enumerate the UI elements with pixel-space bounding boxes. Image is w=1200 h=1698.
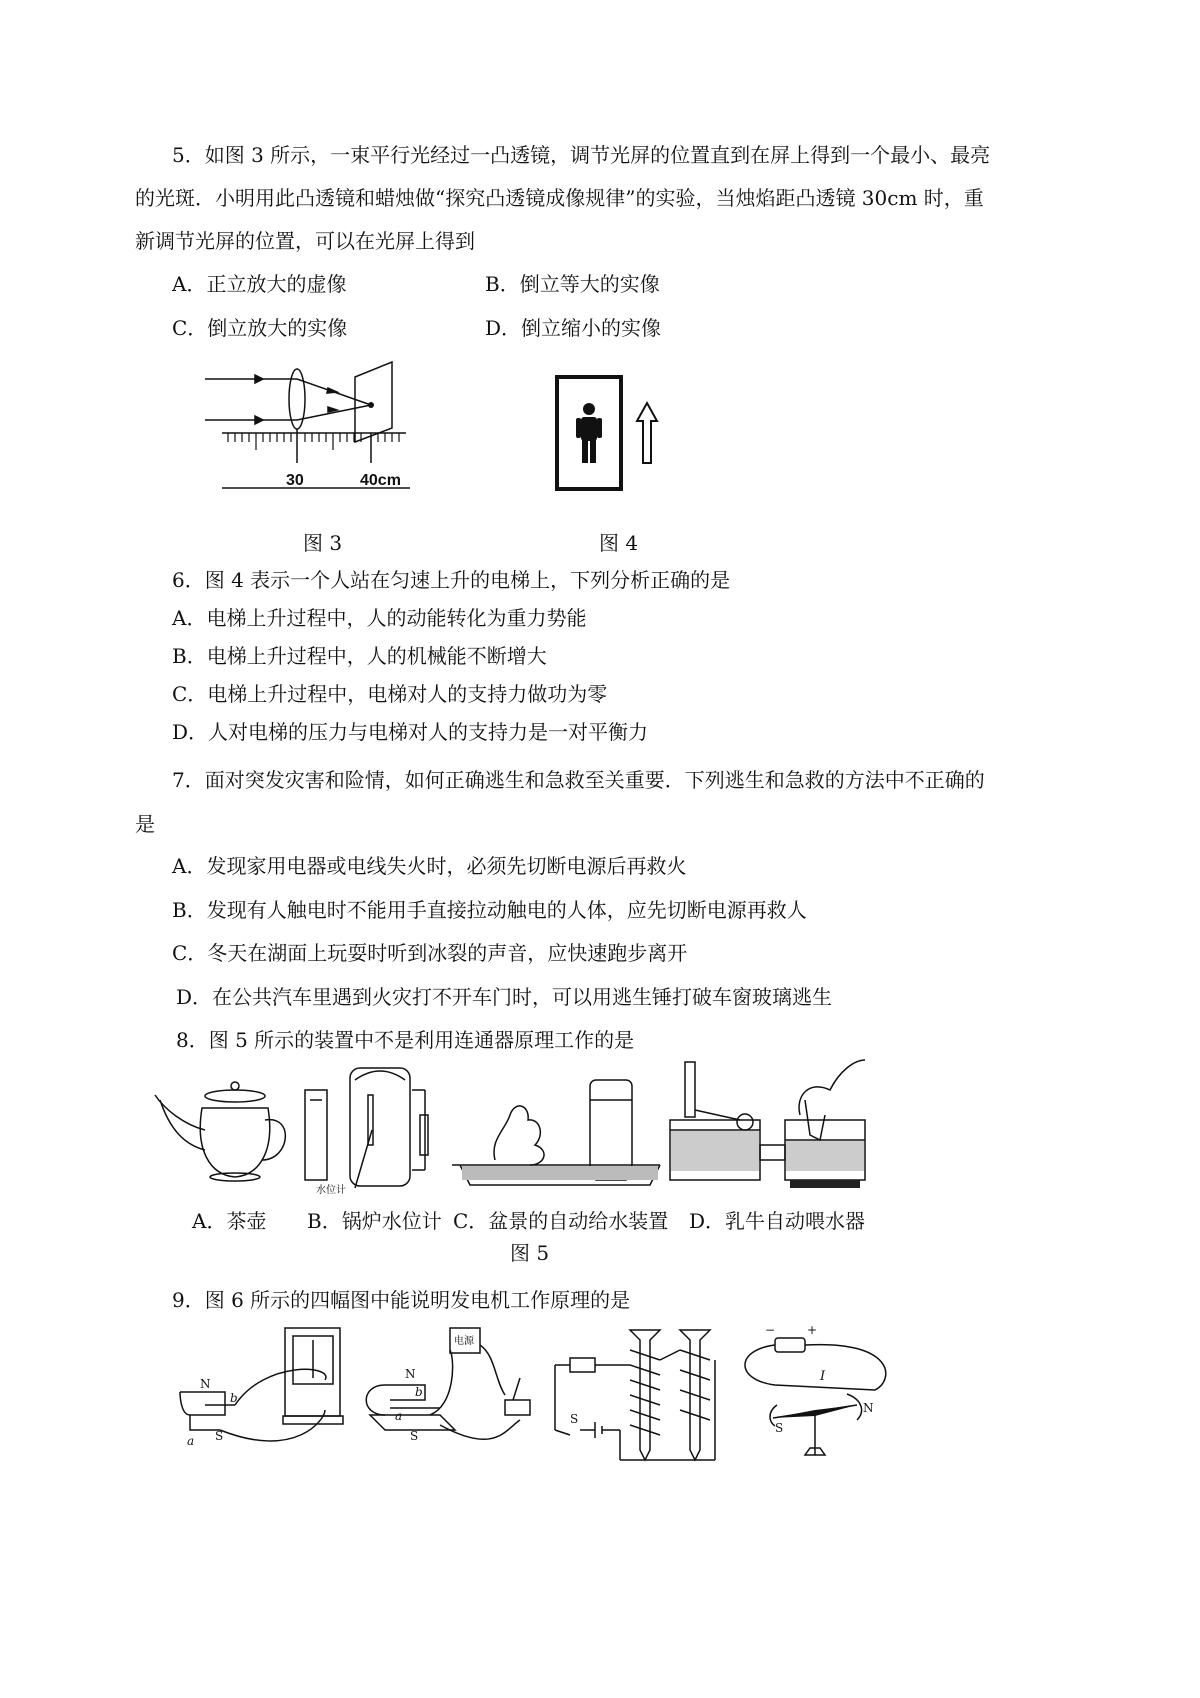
person-icon (576, 403, 602, 463)
q5-line-1: 5．如图 3 所示，一束平行光经过一凸透镜，调节光屏的位置直到在屏上得到一个最小、最亮 (172, 143, 991, 167)
boiler-level-label: 水位计 (316, 1185, 346, 1196)
q5-option-c: C．倒立放大的实像 (172, 316, 348, 340)
fig4-caption: 图 4 (599, 531, 639, 555)
fig6d-label-s: S (775, 1421, 784, 1435)
q5-option-b: B．倒立等大的实像 (485, 272, 660, 296)
fig3-caption: 图 3 (303, 531, 343, 555)
q8-stem: 8．图 5 所示的装置中不是利用连通器原理工作的是 (176, 1028, 635, 1052)
q8-option-a: A．茶壶 (192, 1209, 267, 1233)
motor-setup-icon (366, 1328, 530, 1439)
q7-line-2: 是 (135, 812, 155, 836)
fig5-caption: 图 5 (510, 1241, 550, 1265)
up-arrow-icon (637, 403, 657, 463)
q9-stem: 9．图 6 所示的四幅图中能说明发电机工作原理的是 (172, 1288, 631, 1312)
electromagnet-circuit-icon (555, 1330, 715, 1460)
fig6d-current-label: I (820, 1369, 826, 1384)
q6-option-c: C．电梯上升过程中，电梯对人的支持力做功为零 (172, 682, 608, 706)
fig6d-minus: − (765, 1323, 776, 1337)
q8-option-b: B．锅炉水位计 (307, 1209, 442, 1233)
q7-option-b: B．发现有人触电时不能用手直接拉动触电的人体，应先切断电源再救人 (172, 898, 807, 922)
fig6d-plus: + (807, 1323, 818, 1337)
fig6a-label-b: b (230, 1391, 238, 1405)
q7-option-c: C．冬天在湖面上玩耍时听到冰裂的声音，应快速跑步离开 (172, 941, 688, 965)
fig6a-label-n: N (200, 1377, 211, 1391)
figure-4-elevator-diagram (555, 375, 675, 515)
q5-line-2: 的光斑．小明用此凸透镜和蜡烛做“探究凸透镜成像规律”的实验，当烛焰距凸透镜 30cm 时，重 (135, 186, 984, 210)
q8-option-c: C．盆景的自动给水装置 (453, 1209, 669, 1233)
boiler-icon (305, 1068, 428, 1188)
q7-line-1: 7．面对突发灾害和险情，如何正确逃生和急救至关重要．下列逃生和急救的方法中不正确的 (172, 768, 985, 792)
teapot-icon (155, 1082, 285, 1181)
q6-option-d: D．人对电梯的压力与电梯对人的支持力是一对平衡力 (172, 720, 649, 744)
q6-option-a: A．电梯上升过程中，人的动能转化为重力势能 (172, 606, 587, 630)
q5-option-d: D．倒立缩小的实像 (485, 316, 662, 340)
q5-line-3: 新调节光屏的位置，可以在光屏上得到 (135, 229, 475, 253)
fig3-tick-40: 40cm (360, 472, 401, 489)
fig6d-label-n: N (863, 1401, 874, 1415)
q8-option-d: D．乳牛自动喂水器 (689, 1209, 866, 1233)
q7-option-d: D．在公共汽车里遇到火灾打不开车门时，可以用逃生锤打破车窗玻璃逃生 (176, 985, 833, 1009)
fig6b-label-s: S (410, 1429, 419, 1443)
fig6b-label-a: a (395, 1409, 403, 1423)
fig6a-label-s: S (215, 1429, 224, 1443)
fig6a-label-a: a (187, 1434, 195, 1448)
fig6c-label-s: S (570, 1412, 579, 1426)
q6-stem: 6．图 4 表示一个人站在匀速上升的电梯上，下列分析正确的是 (172, 568, 731, 592)
q7-option-a: A．发现家用电器或电线失火时，必须先切断电源后再救火 (172, 854, 687, 878)
fig3-tick-30: 30 (286, 472, 304, 489)
figure-6-electromagnetism (175, 1320, 915, 1470)
compass-current-loop-icon (745, 1338, 886, 1455)
figure-5-devices (150, 1060, 870, 1200)
fig6b-label-b: b (415, 1385, 423, 1399)
fig6b-label-n: N (405, 1367, 416, 1381)
q5-option-a: A．正立放大的虚像 (172, 272, 347, 296)
fig6b-power-label: 电源 (454, 1336, 474, 1347)
figure-3-lens-diagram (200, 360, 420, 500)
q6-option-b: B．电梯上升过程中，人的机械能不断增大 (172, 644, 547, 668)
